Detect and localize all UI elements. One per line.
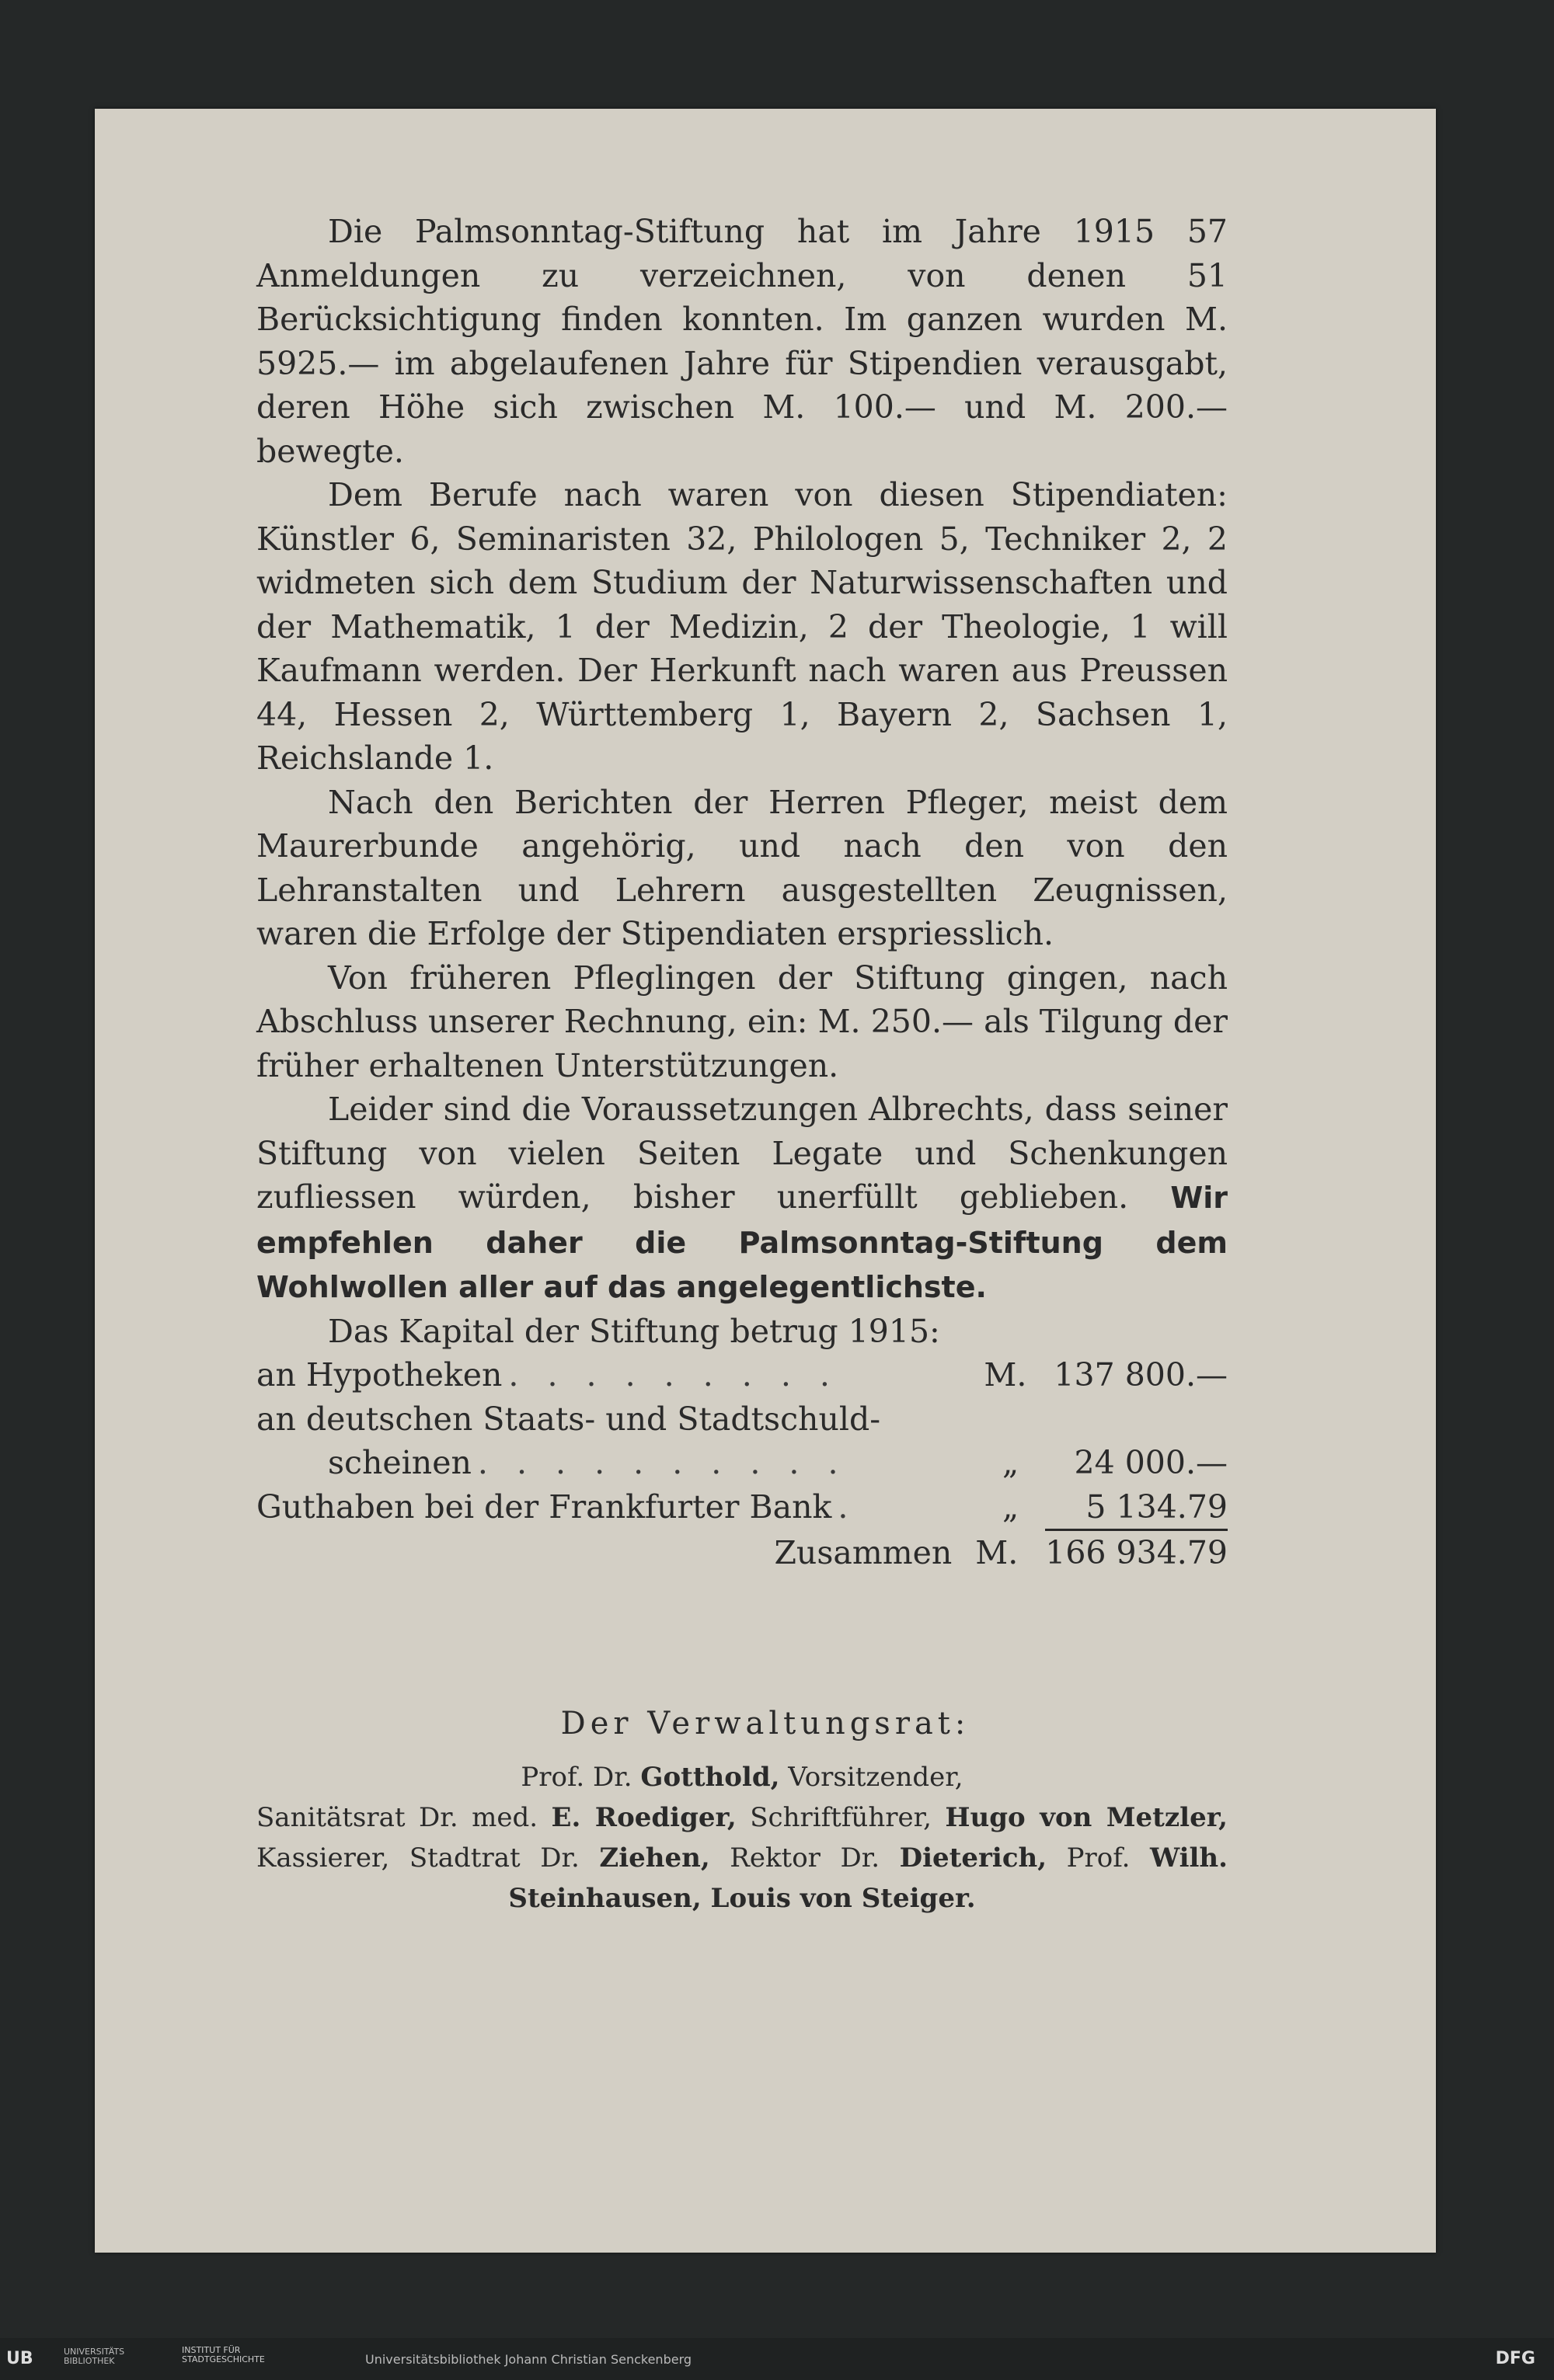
report-text bbox=[256, 210, 1228, 1573]
paragraph-appeal bbox=[256, 1087, 1228, 1310]
members-line-2: Sanitätsrat Dr. med. E. Roediger, Schriftführer, Hugo von Metzler, bbox=[256, 1802, 1228, 1833]
capital-row-bonds: scheinen . . . . . . . . . . „ 24 000.— bbox=[328, 1444, 1228, 1481]
paragraph-applications: Die Palmsonntag-Stiftung hat im Jahre 1915 57 Anmeldungen zu verzeichnen, von denen 51 Berücksichtigung finden konnten. Im ganzen wurden M. 5925.— im abgelaufenen Jahre für Stipendien verausgabt, deren Höhe sich zwischen M. 100.— und M. 200.— bewegte. bbox=[256, 213, 1228, 470]
capital-row-bank: Guthaben bei der Frankfurter Bank . „ 5 134.79 bbox=[256, 1488, 1228, 1526]
viewer-footer bbox=[0, 2338, 1554, 2380]
capital-row-mortgages: an Hypotheken . . . . . . . . . M. 137 800.— bbox=[256, 1356, 1228, 1394]
members-line-1: Prof. Dr. Gotthold, Vorsitzender, bbox=[521, 1762, 963, 1793]
appeal-plain: Leider sind die Voraussetzungen Albrechts, dass seiner Stiftung von vielen Seiten Legate und Schenkungen zufliessen würden, bisher unerfüllt geblieben. bbox=[256, 1091, 1228, 1216]
paragraph-professions: Dem Berufe nach waren von diesen Stipendiaten: Künstler 6, Seminaristen 32, Philologen 5, Techniker 2, 2 widmeten sich dem Studium der Naturwissenschaften und der Mathematik, 1 der Medizin, 2 der Theologie, 1 will Kaufmann werden. Der Herkunft nach waren aus Preussen 44, Hessen 2, Württemberg 1, Bayern 2, Sachsen 1, Reichslande 1. bbox=[256, 476, 1228, 777]
capital-row-bonds-label: an deutschen Staats- und Stadtschuld- bbox=[256, 1400, 881, 1438]
members-line-4: Steinhausen, Louis von Steiger. bbox=[508, 1883, 976, 1914]
council-members bbox=[256, 1757, 1228, 1919]
paragraph-reports: Nach den Berichten der Herren Pfleger, meist dem Maurerbunde angehörig, und nach den von den Lehranstalten und Lehrern ausgestellten Zeugnissen, waren die Erfolge der Stipendiaten erspriesslich. bbox=[256, 783, 1228, 952]
institute-logo[interactable]: INSTITUT FÜR STADTGESCHICHTE bbox=[182, 2345, 265, 2364]
dfg-logo[interactable]: DFG bbox=[1495, 2349, 1535, 2368]
capital-total: Zusammen M. 166 934.79 bbox=[256, 1529, 1228, 1573]
capital-title: Das Kapital der Stiftung betrug 1915: bbox=[328, 1312, 940, 1350]
council-heading: Der Verwaltungsrat: bbox=[560, 1706, 970, 1742]
members-line-3: Kassierer, Stadtrat Dr. Ziehen, Rektor Dr. Dieterich, Prof. Wilh. bbox=[256, 1842, 1228, 1874]
paragraph-repayments: Von früheren Pfleglingen der Stiftung gingen, nach Abschluss unserer Rechnung, ein: M. 250.— als Tilgung der früher erhaltenen Unterstützungen. bbox=[256, 959, 1228, 1084]
ub-logo[interactable]: UB bbox=[6, 2349, 33, 2368]
library-credit: Universitätsbibliothek Johann Christian Senckenberg bbox=[365, 2352, 692, 2367]
ub-logo-subtitle: UNIVERSITÄTS BIBLIOTHEK bbox=[64, 2347, 125, 2366]
appeal-bold: Wir empfehlen daher die Palmsonntag-Stiftung dem Wohlwollen aller auf das angelegentlichste. bbox=[256, 1181, 1228, 1304]
